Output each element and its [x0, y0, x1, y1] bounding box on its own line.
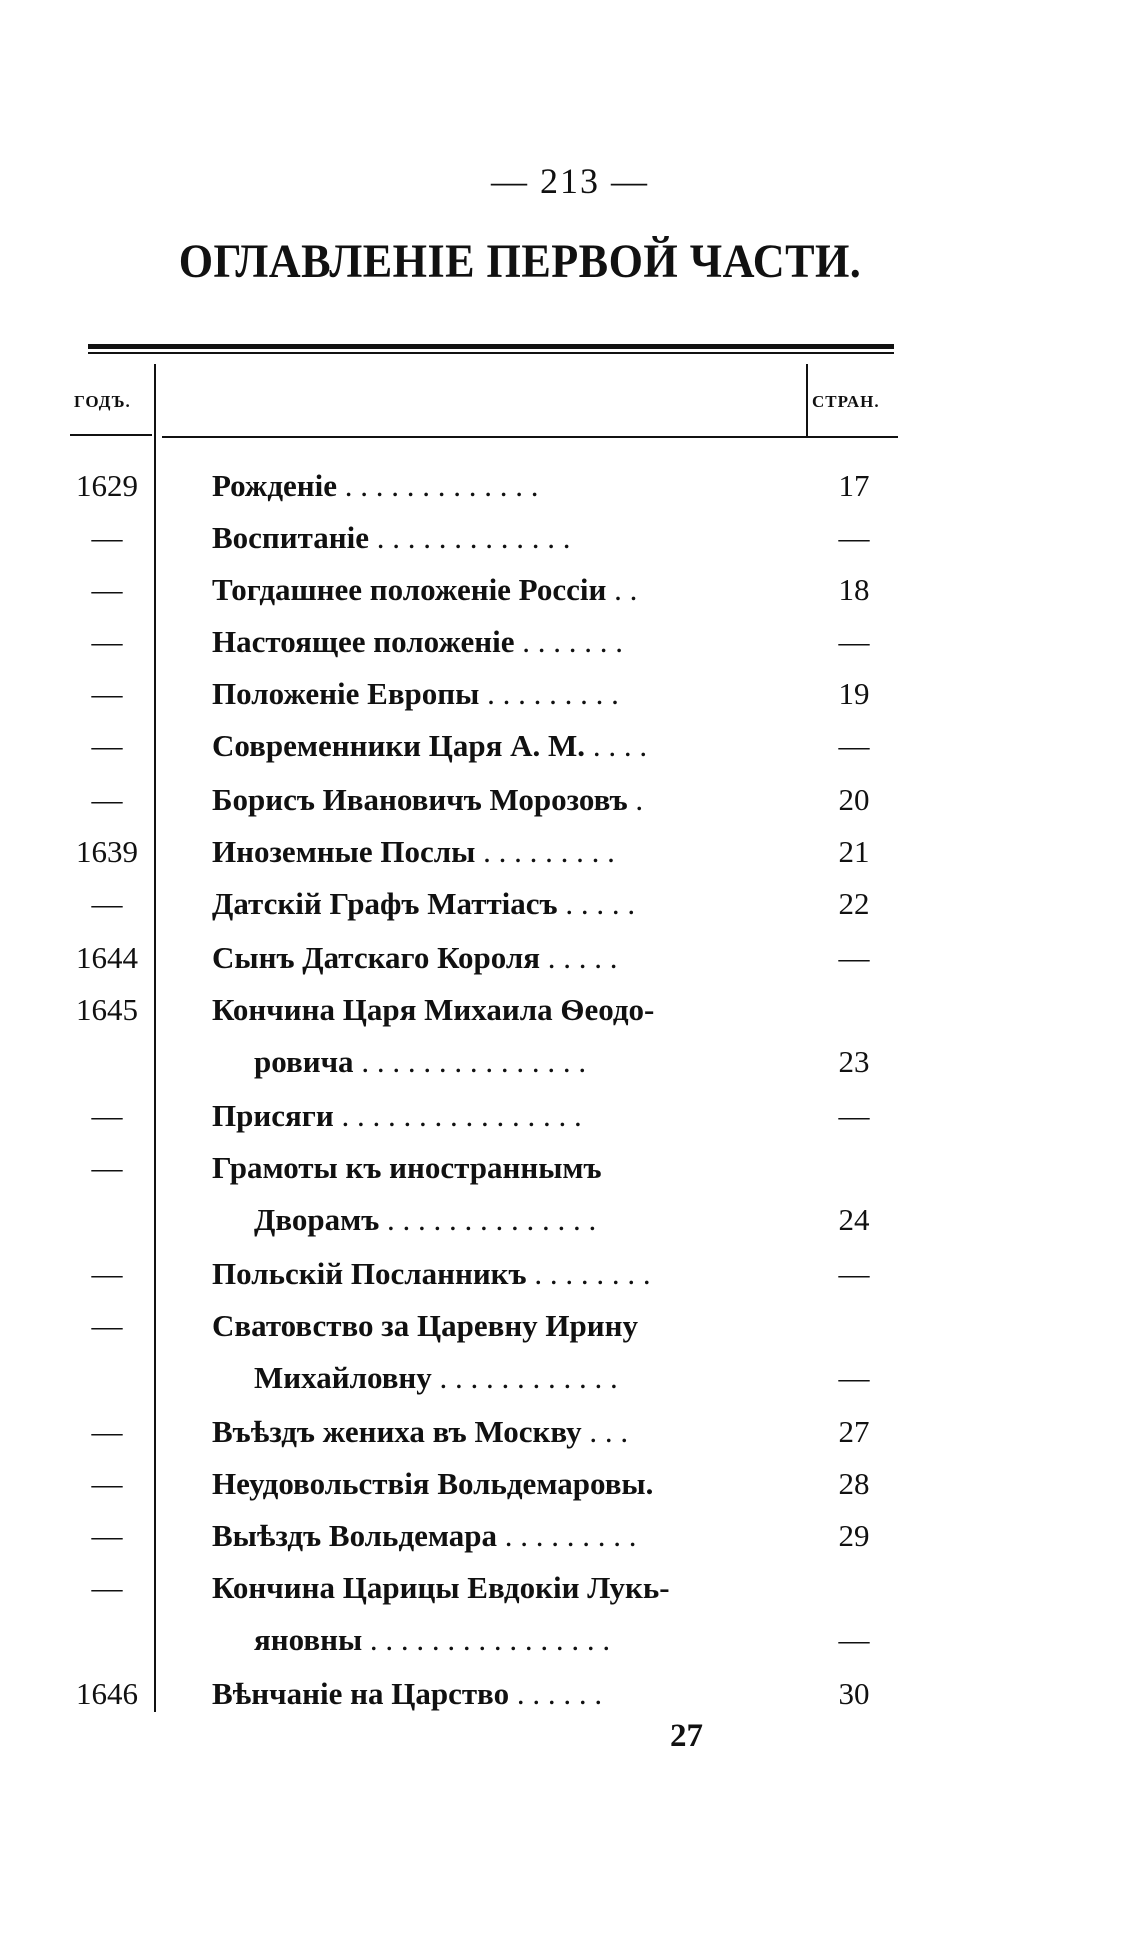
- toc-title-text: Неудовольствія Вольдемаровы.: [212, 1466, 654, 1501]
- toc-year: 1644: [76, 940, 138, 975]
- toc-title-text: Положеніе Европы: [212, 676, 480, 711]
- toc-page: 30: [838, 1676, 870, 1711]
- toc-title-text: Польскій Посланникъ: [212, 1256, 527, 1291]
- toc-leader-dots: . . . . . . . . . . . .: [431, 1360, 618, 1395]
- toc-leader-dots: . . . . . . . . . . . . . . . .: [362, 1622, 611, 1657]
- toc-row: [0, 668, 1140, 720]
- page-column-header: СТРАН.: [812, 392, 880, 411]
- toc-row: [0, 774, 1140, 826]
- toc-title: [212, 984, 770, 1088]
- toc-title: [212, 1142, 770, 1246]
- toc-title-text: Грамоты къ иностраннымъ: [212, 1150, 602, 1185]
- toc-page: —: [838, 728, 870, 763]
- toc-leader-dots: . . . . . .: [509, 1676, 603, 1711]
- toc-title-text: Борисъ Ивановичъ Морозовъ: [212, 782, 628, 817]
- toc-title-text: Въѣздъ жениха въ Москву: [212, 1414, 582, 1449]
- toc-title-continuation: яновны: [254, 1622, 363, 1657]
- toc-row: [0, 1090, 1140, 1142]
- toc-row: [0, 1248, 1140, 1300]
- toc-leader-dots: . .: [606, 572, 638, 607]
- toc-row: [0, 932, 1140, 984]
- toc-title-text: Вѣнчаніе на Царство: [212, 1676, 510, 1711]
- toc-row: [0, 616, 1140, 668]
- toc-title-continuation: ровича: [254, 1044, 354, 1079]
- toc-page: 27: [838, 1414, 870, 1449]
- toc-title: [212, 460, 770, 512]
- toc-title: [212, 878, 770, 930]
- toc-year: 1629: [76, 468, 138, 503]
- toc-row: [0, 1668, 1140, 1720]
- toc-page: 20: [838, 782, 870, 817]
- table-top-rule-thin: [88, 352, 894, 354]
- toc-title-text: Рожденіе: [212, 468, 338, 503]
- toc-title: [212, 512, 770, 564]
- toc-page: 22: [838, 886, 870, 921]
- toc-row: [0, 460, 1140, 512]
- toc-leader-dots: . . . . . . . . . . . . . . .: [353, 1044, 587, 1079]
- toc-row: [0, 826, 1140, 878]
- toc-title: [212, 774, 770, 826]
- toc-title-text: Присяги: [212, 1098, 334, 1133]
- toc-title: [212, 720, 770, 772]
- toc-year: —: [91, 624, 123, 659]
- toc-year: —: [91, 728, 123, 763]
- toc-leader-dots: .: [627, 782, 644, 817]
- toc-leader-dots: . . . . . . . . .: [475, 834, 615, 869]
- toc-page: —: [838, 1098, 870, 1133]
- toc-year: 1645: [76, 992, 138, 1027]
- toc-leader-dots: . . . . . . . .: [526, 1256, 651, 1291]
- toc-leader-dots: . . . . .: [557, 886, 636, 921]
- toc-title: [212, 1090, 770, 1142]
- toc-year: —: [91, 1466, 123, 1501]
- toc-page: 29: [838, 1518, 870, 1553]
- toc-title-text: Иноземные Послы: [212, 834, 476, 869]
- toc-title: [212, 826, 770, 878]
- toc-title: [212, 1562, 770, 1666]
- toc-row: [0, 564, 1140, 616]
- toc-page: 19: [838, 676, 870, 711]
- toc-row: [0, 720, 1140, 772]
- toc-row: [0, 1300, 1140, 1404]
- toc-title-text: Кончина Царя Михаила Ѳеодо-: [212, 992, 655, 1027]
- toc-row: [0, 1562, 1140, 1666]
- toc-leader-dots: . . . . . . .: [514, 624, 623, 659]
- year-column-header: ГОДЪ.: [74, 392, 131, 411]
- toc-page: 23: [838, 1044, 870, 1079]
- toc-title: [212, 932, 770, 984]
- toc-leader-dots: . . .: [581, 1414, 629, 1449]
- toc-title: [212, 616, 770, 668]
- toc-leader-dots: . . . .: [585, 728, 648, 763]
- toc-title: [212, 1458, 770, 1510]
- toc-year: —: [91, 1518, 123, 1553]
- toc-row: [0, 878, 1140, 930]
- toc-year: —: [91, 1414, 123, 1449]
- toc-title-text: Тогдашнее положеніе Россіи: [212, 572, 607, 607]
- toc-year: —: [91, 1308, 123, 1343]
- toc-title: [212, 1510, 770, 1562]
- toc-leader-dots: . . . . . . . . . . . . .: [369, 520, 571, 555]
- toc-leader-dots: . . . . . . . . .: [497, 1518, 637, 1553]
- toc-page: 18: [838, 572, 870, 607]
- toc-title: [212, 1406, 770, 1458]
- toc-leader-dots: . . . . . . . . .: [479, 676, 619, 711]
- toc-year: —: [91, 782, 123, 817]
- toc-title-text: Сынъ Датскаго Короля: [212, 940, 541, 975]
- toc-year: —: [91, 1256, 123, 1291]
- toc-year: —: [91, 676, 123, 711]
- toc-row: [0, 512, 1140, 564]
- toc-leader-dots: . . . . . . . . . . . . . .: [379, 1202, 597, 1237]
- toc-page: 24: [838, 1202, 870, 1237]
- toc-leader-dots: . . . . .: [540, 940, 618, 975]
- toc-year: —: [91, 1098, 123, 1133]
- toc-row: [0, 1142, 1140, 1246]
- toc-title: [212, 1248, 770, 1300]
- header-underline: [162, 436, 898, 438]
- toc-year: —: [91, 520, 123, 555]
- toc-year: —: [91, 886, 123, 921]
- toc-title: [212, 1300, 770, 1404]
- toc-page: —: [838, 624, 870, 659]
- toc-title-text: Сватовство за Царевну Ирину: [212, 1308, 639, 1343]
- toc-page: —: [838, 1622, 870, 1657]
- page-column-divider: [806, 364, 808, 436]
- toc-leader-dots: . . . . . . . . . . . . .: [337, 468, 539, 503]
- toc-year: —: [91, 1570, 123, 1605]
- toc-page: —: [838, 520, 870, 555]
- toc-page: 21: [838, 834, 870, 869]
- page-number: — 213 —: [491, 161, 649, 201]
- toc-title-continuation: Дворамъ: [254, 1202, 380, 1237]
- toc-title: [212, 564, 770, 616]
- page-title: ОГЛАВЛЕНІЕ ПЕРВОЙ ЧАСТИ.: [178, 235, 862, 288]
- toc-page: —: [838, 940, 870, 975]
- year-header-underline: [70, 434, 152, 436]
- toc-year: 1646: [76, 1676, 138, 1711]
- toc-page: —: [838, 1360, 870, 1395]
- toc-leader-dots: . . . . . . . . . . . . . . . .: [333, 1098, 582, 1133]
- toc-row: [0, 984, 1140, 1088]
- toc-year: 1639: [76, 834, 138, 869]
- toc-page: 28: [838, 1466, 870, 1501]
- toc-title-text: Современники Царя А. М.: [212, 728, 586, 763]
- toc-row: [0, 1510, 1140, 1562]
- catchword: 27: [670, 1718, 703, 1754]
- toc-title-text: Выѣздъ Вольдемара: [212, 1518, 498, 1553]
- toc-page: 17: [838, 468, 870, 503]
- toc-title: [212, 1668, 770, 1720]
- toc-title: [212, 668, 770, 720]
- toc-title-text: Кончина Царицы Евдокіи Лукь-: [212, 1570, 670, 1605]
- toc-page: —: [838, 1256, 870, 1291]
- table-top-rule: [88, 344, 894, 349]
- toc-year: —: [91, 1150, 123, 1185]
- toc-title-text: Настоящее положеніе: [212, 624, 515, 659]
- toc-row: [0, 1406, 1140, 1458]
- toc-row: [0, 1458, 1140, 1510]
- toc-title-text: Воспитаніе: [212, 520, 369, 555]
- toc-title-continuation: Михайловну: [254, 1360, 432, 1395]
- toc-year: —: [91, 572, 123, 607]
- toc-title-text: Датскій Графъ Маттіасъ: [212, 886, 558, 921]
